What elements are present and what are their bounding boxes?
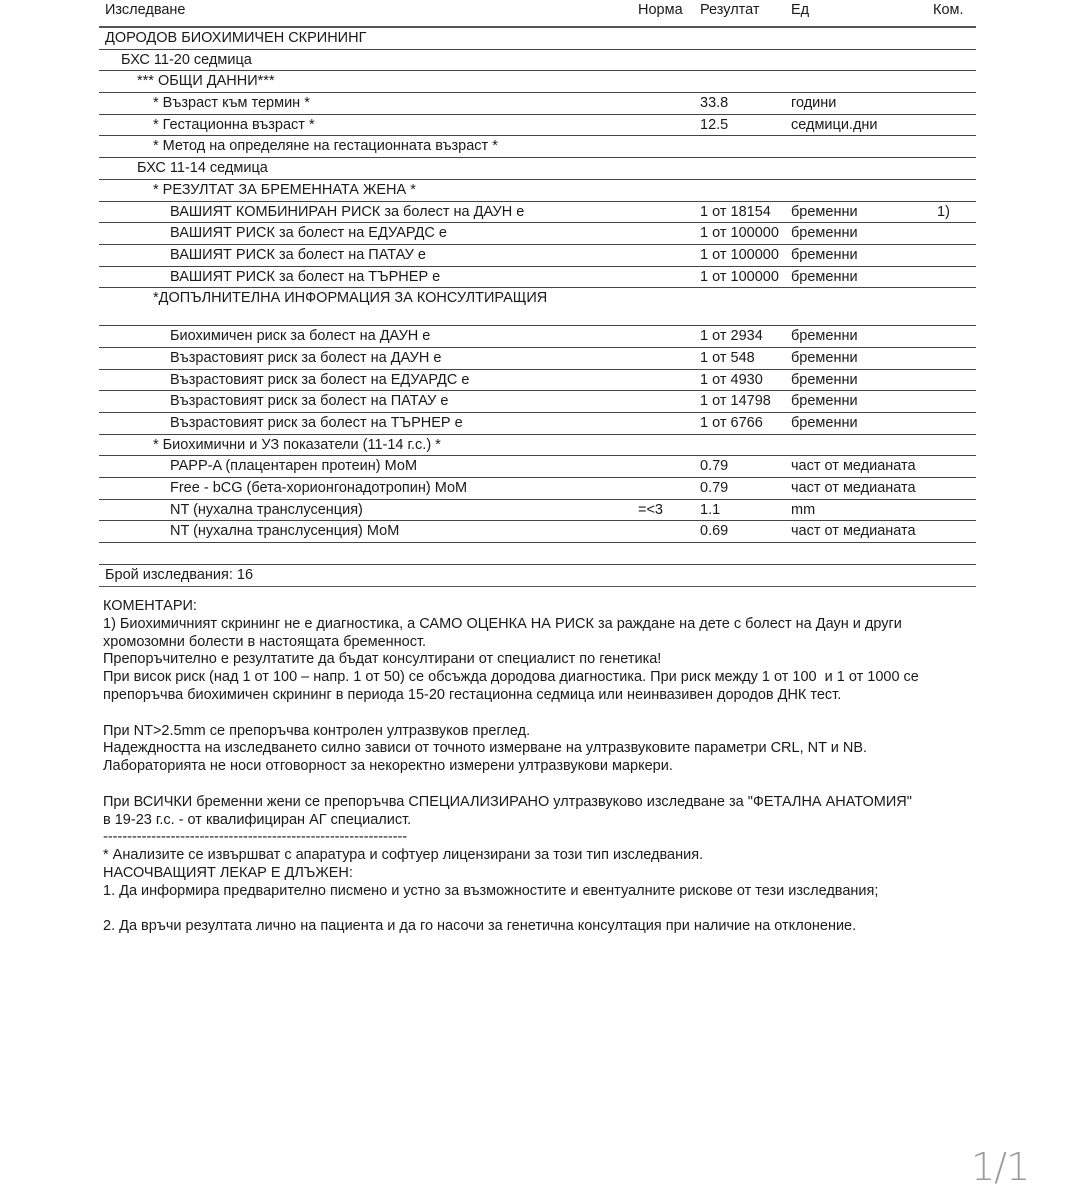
test-result: 1 от 6766 [700,415,763,431]
page-indicator: 1/1 [971,1145,1030,1189]
test-unit: бременни [791,328,858,345]
test-unit: години [791,95,837,112]
table-row [99,370,976,392]
test-name: * Биохимични и УЗ показатели (11-14 г.с.) * [153,436,441,453]
table-row [99,456,976,478]
test-unit: бременни [791,268,858,285]
test-comment: 1) [937,203,950,220]
table-row [99,413,976,435]
test-result: 1 от 100000 [700,225,779,242]
test-unit: част от медианата [791,458,916,475]
comment-line: НАСОЧВАЩИЯТ ЛЕКАР Е ДЛЪЖЕН: [103,864,353,881]
test-name: ВАШИЯТ РИСК за болест на ТЪРНЕР е [170,268,441,285]
table-spacer-row [99,543,976,565]
table-row [99,180,976,202]
test-unit: бременни [791,246,858,263]
test-name: *ДОПЪЛНИТЕЛНА ИНФОРМАЦИЯ ЗА КОНСУЛТИРАЩИЯ [153,290,548,307]
header-unit: Ед [791,2,810,18]
comment-line: КОМЕНТАРИ: [103,598,197,614]
test-unit: mm [791,501,816,518]
table-row [99,267,976,289]
comment-line: Надеждността на изследването силно зависи от точното измерване на ултразвуковите параметри CRL, NT и NB. [103,740,868,757]
test-name: ВАШИЯТ РИСК за болест на ПАТАУ е [170,246,426,263]
test-count: Брой изследвания: 16 [105,566,254,583]
table-row [99,435,976,457]
table-row [99,348,976,370]
test-result: 0.69 [700,523,729,540]
test-count-row [99,565,976,587]
comment-line: Препоръчително е резултатите да бъдат консултирани от специалист по генетика! [103,651,662,668]
test-unit: част от медианата [791,523,916,540]
test-result: 1 от 14798 [700,393,771,410]
table-row [99,326,976,348]
test-result: 1 от 4930 [700,371,763,388]
test-name: Възрастовият риск за болест на ЕДУАРДС е [170,371,470,388]
test-norm: =<3 [638,501,663,518]
test-result: 1 от 100000 [700,246,779,263]
test-name: ВАШИЯТ РИСК за болест на ЕДУАРДС е [170,225,447,242]
table-row [99,50,976,72]
comment-spacer [103,901,1003,919]
test-unit: бременни [791,349,858,366]
test-name: Биохимичен риск за болест на ДАУН е [170,328,431,345]
test-unit: бременни [791,371,858,388]
test-unit: бременни [791,393,858,410]
test-name: БХС 11-20 седмица [121,51,252,68]
results-table-body [99,28,976,543]
comment-line: в 19-23 г.с. - от квалифициран АГ специалист. [103,811,412,828]
test-result: 1 от 100000 [700,268,779,285]
test-result: 1 от 2934 [700,328,763,345]
comment-line: При ВСИЧКИ бременни жени се препоръчва СПЕЦИАЛИЗИРАНО ултразвуково изследване за "ФЕТАЛНА АНАТОМИЯ" [103,793,912,810]
test-result: 0.79 [700,458,729,475]
header-result: Резултат [700,2,760,18]
table-row [99,28,976,50]
test-name: * РЕЗУЛТАТ ЗА БРЕМЕННАТА ЖЕНА * [153,181,416,198]
table-row [99,93,976,115]
header-comment: Ком. [933,2,964,18]
table-header [99,0,976,28]
test-name: NT (нухална транслусенция) МоМ [170,523,400,540]
comment-line: * Анализите се извършват с апаратура и софтуер лицензирани за този тип изследвания. [103,847,704,864]
table-row [99,500,976,522]
test-result: 33.8 [700,95,729,112]
comment-line: препоръчва биохимичен скрининг в периода 15-20 гестационна седмица или неинвазивен дородов ДНК тест. [103,686,842,703]
table-row [99,223,976,245]
comment-line: 1) Биохимичният скрининг не е диагностика, а САМО ОЦЕНКА НА РИСК за раждане на дете с болест на Даун и други [103,615,902,632]
test-name: * Възраст към термин * [153,95,310,112]
table-row [99,115,976,137]
comment-line: 1. Да информира предварително писмено и устно за възможностите и евентуалните рискове от тези изследвания; [103,882,879,899]
test-result: 1 от 548 [700,349,755,366]
test-unit: бременни [791,225,858,242]
table-row [99,288,976,326]
test-name: PAPP-A (плацентарен протеин) МоМ [170,458,418,475]
table-row [99,71,976,93]
table-row [99,391,976,413]
test-name: NT (нухална транслусенция) [170,501,363,518]
comment-line: --------------------------------------------------------------- [103,829,408,846]
lab-report-page [99,0,976,587]
comments-section [103,598,1003,936]
test-name: *** ОБЩИ ДАННИ*** [137,73,275,90]
comment-line: При висок риск (над 1 от 100 – напр. 1 от 50) се обсъжда дородова диагностика. При риск между 1 от 100 и 1 от 1000 се [103,669,919,686]
table-row [99,136,976,158]
comment-spacer [103,705,1003,723]
test-unit: бременни [791,415,858,431]
test-name: ВАШИЯТ КОМБИНИРАН РИСК за болест на ДАУН е [170,203,525,220]
comment-line: 2. Да връчи резултата лично на пациента и да го насочи за генетична консултация при наличие на отклонение. [103,918,857,935]
table-row [99,521,976,543]
comment-line: хромозомни болести в настоящата бременност. [103,633,427,650]
test-name: * Гестационна възраст * [153,116,315,133]
test-name: * Метод на определяне на гестационната възраст * [153,138,498,155]
test-result: 1.1 [700,501,721,518]
test-unit: бременни [791,203,858,220]
test-name: ДОРОДОВ БИОХИМИЧЕН СКРИНИНГ [105,30,367,46]
table-row [99,158,976,180]
table-row [99,478,976,500]
test-unit: седмици.дни [791,116,878,133]
test-name: БХС 11-14 седмица [137,160,268,177]
test-result: 1 от 18154 [700,203,771,220]
test-name: Възрастовият риск за болест на ПАТАУ е [170,393,449,410]
test-name: Възрастовият риск за болест на ТЪРНЕР е [170,415,463,431]
header-norm: Норма [638,2,683,18]
test-name: Free - bCG (бета-хорионгонадотропин) МоМ [170,480,468,497]
header-test: Изследване [105,2,186,18]
comment-line: При NT>2.5mm се препоръчва контролен ултразвуков преглед. [103,722,531,739]
test-unit: част от медианата [791,480,916,497]
test-result: 0.79 [700,480,729,497]
table-row [99,245,976,267]
comment-spacer [103,776,1003,794]
test-result: 12.5 [700,116,729,133]
table-row [99,202,976,224]
comment-line: Лабораторията не носи отговорност за некоректно измерени ултразвукови маркери. [103,758,673,775]
test-name: Възрастовият риск за болест на ДАУН е [170,349,442,366]
